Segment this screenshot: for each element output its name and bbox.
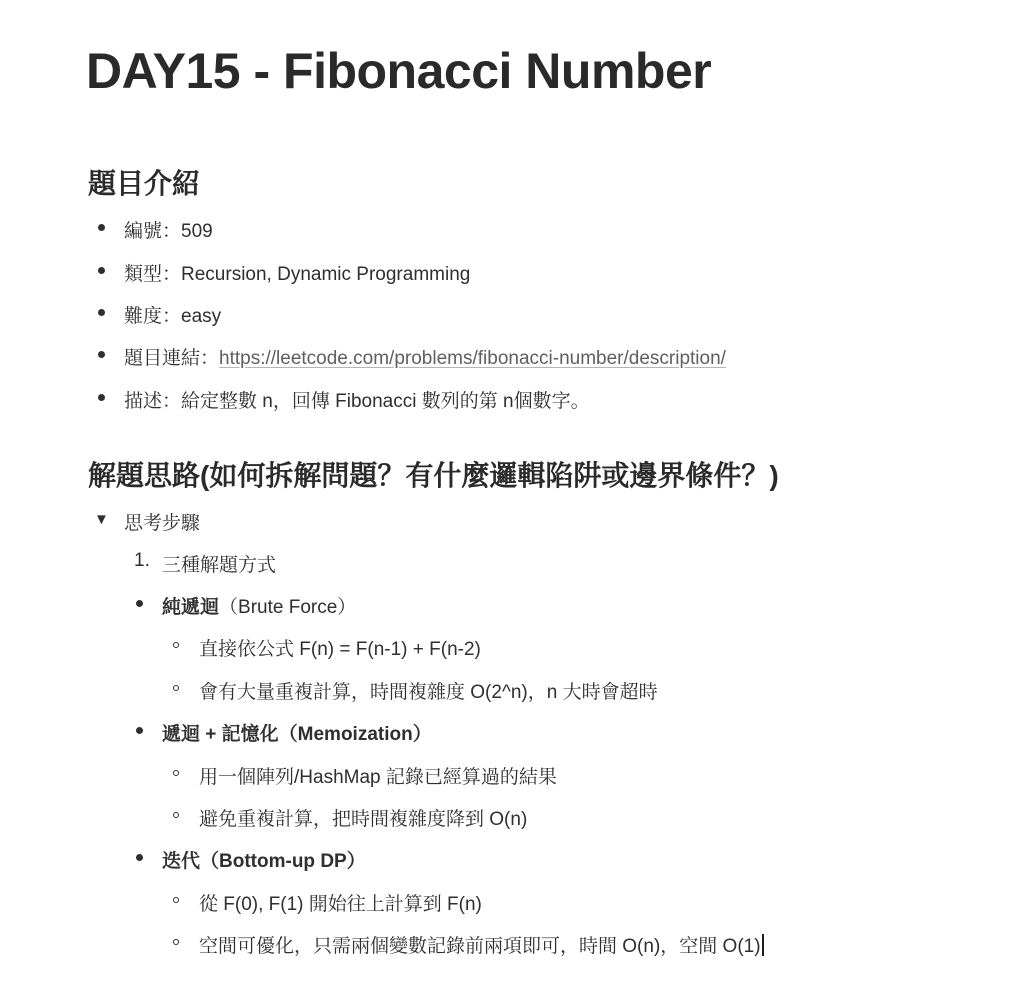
page-title[interactable]: DAY15 - Fibonacci Number xyxy=(86,43,712,99)
list-item-link[interactable] xyxy=(124,343,726,370)
circle-bullet-icon xyxy=(173,812,179,818)
bullet-icon xyxy=(98,224,105,231)
circle-bullet-icon xyxy=(173,770,179,776)
list-item-number[interactable] xyxy=(124,216,213,243)
method-english: （Bottom-up DP） xyxy=(200,851,366,872)
list-item-difficulty[interactable] xyxy=(124,301,221,328)
method-name: 遞迴 + 記憶化 xyxy=(162,724,279,745)
item-label: 題目連結： xyxy=(124,348,220,369)
numbered-marker: 1. xyxy=(134,550,150,571)
bullet-icon xyxy=(136,854,143,861)
text-cursor xyxy=(762,934,764,956)
method-bottom-up[interactable] xyxy=(162,846,366,873)
triangle-down-icon[interactable]: ▼ xyxy=(94,511,109,528)
problem-link[interactable]: https://leetcode.com/problems/fibonacci-number/description/ xyxy=(219,348,726,369)
method-point[interactable]: 直接依公式 F(n) = F(n-1) + F(n-2) xyxy=(199,639,481,660)
circle-bullet-icon xyxy=(173,939,179,945)
circle-bullet-icon xyxy=(173,685,179,691)
bullet-icon xyxy=(98,394,105,401)
item-value: easy xyxy=(181,306,222,327)
method-point-last[interactable] xyxy=(199,931,764,958)
method-point[interactable]: 會有大量重複計算，時間複雜度 O(2^n)，n 大時會超時 xyxy=(199,682,658,703)
list-item-type[interactable] xyxy=(124,259,470,286)
item-value: 509 xyxy=(181,221,213,242)
list-item-description[interactable] xyxy=(124,386,590,413)
method-point[interactable]: 用一個陣列/HashMap 記錄已經算過的結果 xyxy=(199,767,557,788)
item-value: Recursion, Dynamic Programming xyxy=(181,264,471,285)
numbered-item[interactable]: 三種解題方式 xyxy=(162,555,277,576)
item-label: 編號： xyxy=(124,221,182,242)
method-point[interactable]: 避免重複計算，把時間複雜度降到 O(n) xyxy=(199,809,528,830)
method-brute-force[interactable] xyxy=(162,592,356,619)
bullet-icon xyxy=(98,351,105,358)
item-label: 類型： xyxy=(124,264,182,285)
section-heading-approach[interactable]: 解題思路(如何拆解問題？有什麼邏輯陷阱或邊界條件？) xyxy=(88,460,779,491)
method-name: 純遞迴 xyxy=(162,597,220,618)
method-english: （Memoization） xyxy=(278,724,432,745)
method-english: （Brute Force） xyxy=(219,597,357,618)
method-name: 迭代 xyxy=(162,851,201,872)
section-heading-intro[interactable]: 題目介紹 xyxy=(88,168,201,199)
circle-bullet-icon xyxy=(173,897,179,903)
bullet-icon xyxy=(136,600,143,607)
item-value: 給定整數 n，回傳 Fibonacci 數列的第 n個數字。 xyxy=(181,391,590,412)
method-memoization[interactable] xyxy=(162,719,432,746)
circle-bullet-icon xyxy=(173,642,179,648)
method-point-text: 空間可優化，只需兩個變數記錄前兩項即可，時間 O(n)，空間 O(1) xyxy=(199,936,761,957)
bullet-icon xyxy=(136,727,143,734)
method-point[interactable]: 從 F(0), F(1) 開始往上計算到 F(n) xyxy=(199,894,482,915)
item-label: 難度： xyxy=(124,306,182,327)
bullet-icon xyxy=(98,267,105,274)
item-label: 描述： xyxy=(124,391,182,412)
bullet-icon xyxy=(98,309,105,316)
toggle-label[interactable]: 思考步驟 xyxy=(124,513,201,534)
